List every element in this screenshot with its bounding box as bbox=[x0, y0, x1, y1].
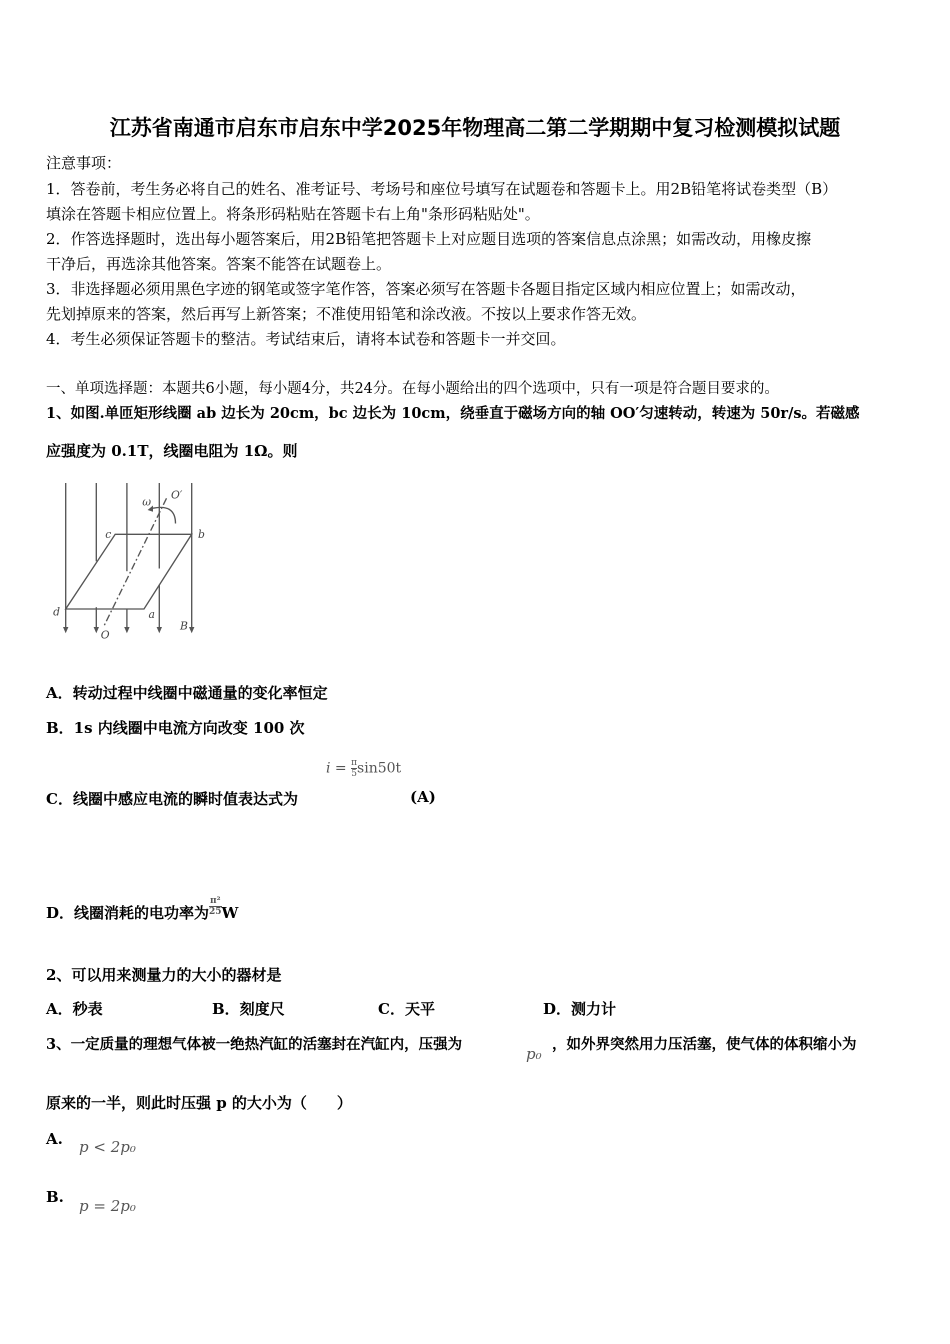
q2-stem: 2、可以用来测量力的大小的器材是 bbox=[46, 966, 282, 984]
q3-option-b-label: B. bbox=[46, 1188, 64, 1206]
notice-line: 先划掉原来的答案，然后再写上新答案；不准使用铅笔和涂改液。不按以上要求作答无效。 bbox=[46, 305, 647, 323]
q3-stem-a: 3、一定质量的理想气体被一绝热汽缸的活塞封在汽缸内，压强为 bbox=[46, 1036, 463, 1053]
label-omega: ω bbox=[142, 495, 151, 509]
q2-option-d: D．测力计 bbox=[543, 1000, 617, 1018]
label-b: b bbox=[198, 527, 205, 541]
notice-line: 1．答卷前，考生务必将自己的姓名、准考证号、考场号和座位号填写在试题卷和答题卡上。用2B铅笔将试卷类型（B） bbox=[46, 180, 838, 198]
label-B: B bbox=[180, 619, 188, 633]
label-O: O bbox=[100, 628, 110, 642]
q2-option-b: B．刻度尺 bbox=[212, 1000, 285, 1018]
notice-line: 2．作答选择题时，选出每小题答案后，用2B铅笔把答题卡上对应题目选项的答案信息点涂黑；如需改动，用橡皮擦 bbox=[46, 230, 812, 248]
section-heading: 一、单项选择题：本题共6小题，每小题4分，共24分。在每小题给出的四个选项中，只有一项是符合题目要求的。 bbox=[46, 381, 779, 397]
q3-p0: p₀ bbox=[526, 1045, 542, 1063]
q2-option-c: C．天平 bbox=[378, 1000, 435, 1018]
q1-option-b: B．1s 内线圈中电流方向改变 100 次 bbox=[46, 719, 305, 737]
notice-line: 3．非选择题必须用黑色字迹的钢笔或签字笔作答，答案必须写在答题卡各题目指定区域内相应位置上；如需改动， bbox=[46, 280, 806, 298]
q3-stem-line2: 原来的一半，则此时压强 p 的大小为（ ） bbox=[46, 1094, 352, 1112]
q3-option-a-label: A. bbox=[46, 1130, 63, 1148]
label-a: a bbox=[148, 608, 155, 621]
q1-option-d: D．线圈消耗的电功率为 $\frac{\text{π²}}{25}$ W bbox=[46, 896, 239, 922]
label-c: c bbox=[105, 527, 112, 541]
q1-stem: 应强度为 0.1T，线圈电阻为 1Ω。则 bbox=[46, 442, 298, 460]
q1-stem: 1、如图.单匝矩形线圈 ab 边长为 20cm，bc 边长为 10cm，绕垂直于磁场方向的轴 OO′匀速转动，转速为 50r/s。若磁感 bbox=[46, 405, 860, 422]
q1-c-tag: (A) bbox=[410, 788, 436, 806]
notice-heading: 注意事项： bbox=[46, 154, 122, 172]
notice-line: 干净后，再选涂其他答案。答案不能答在试题卷上。 bbox=[46, 255, 392, 273]
page-title: 江苏省南通市启东市启东中学2025年物理高二第二学期期中复习检测模拟试题 bbox=[109, 116, 841, 140]
q3-stem-b: ，如外界突然用力压活塞，使气体的体积缩小为 bbox=[552, 1036, 857, 1053]
coil-figure bbox=[45, 472, 225, 647]
q2-option-a: A．秒表 bbox=[46, 1000, 103, 1018]
notice-line: 填涂在答题卡相应位置上。将条形码粘贴在答题卡右上角"条形码粘贴处"。 bbox=[46, 205, 540, 223]
q1-option-c: C．线圈中感应电流的瞬时值表达式为 bbox=[46, 790, 298, 808]
q1-c-formula: i = $\frac{\pi}{5}$ sin50t bbox=[326, 758, 402, 779]
q3-option-a: p < 2p₀ bbox=[79, 1138, 136, 1156]
label-d: d bbox=[53, 605, 61, 619]
q3-option-b: p = 2p₀ bbox=[79, 1197, 136, 1215]
q1-option-a: A．转动过程中线圈中磁通量的变化率恒定 bbox=[46, 684, 328, 702]
label-O-prime: O′ bbox=[171, 488, 183, 502]
notice-line: 4．考生必须保证答题卡的整洁。考试结束后，请将本试卷和答题卡一并交回。 bbox=[46, 330, 566, 348]
